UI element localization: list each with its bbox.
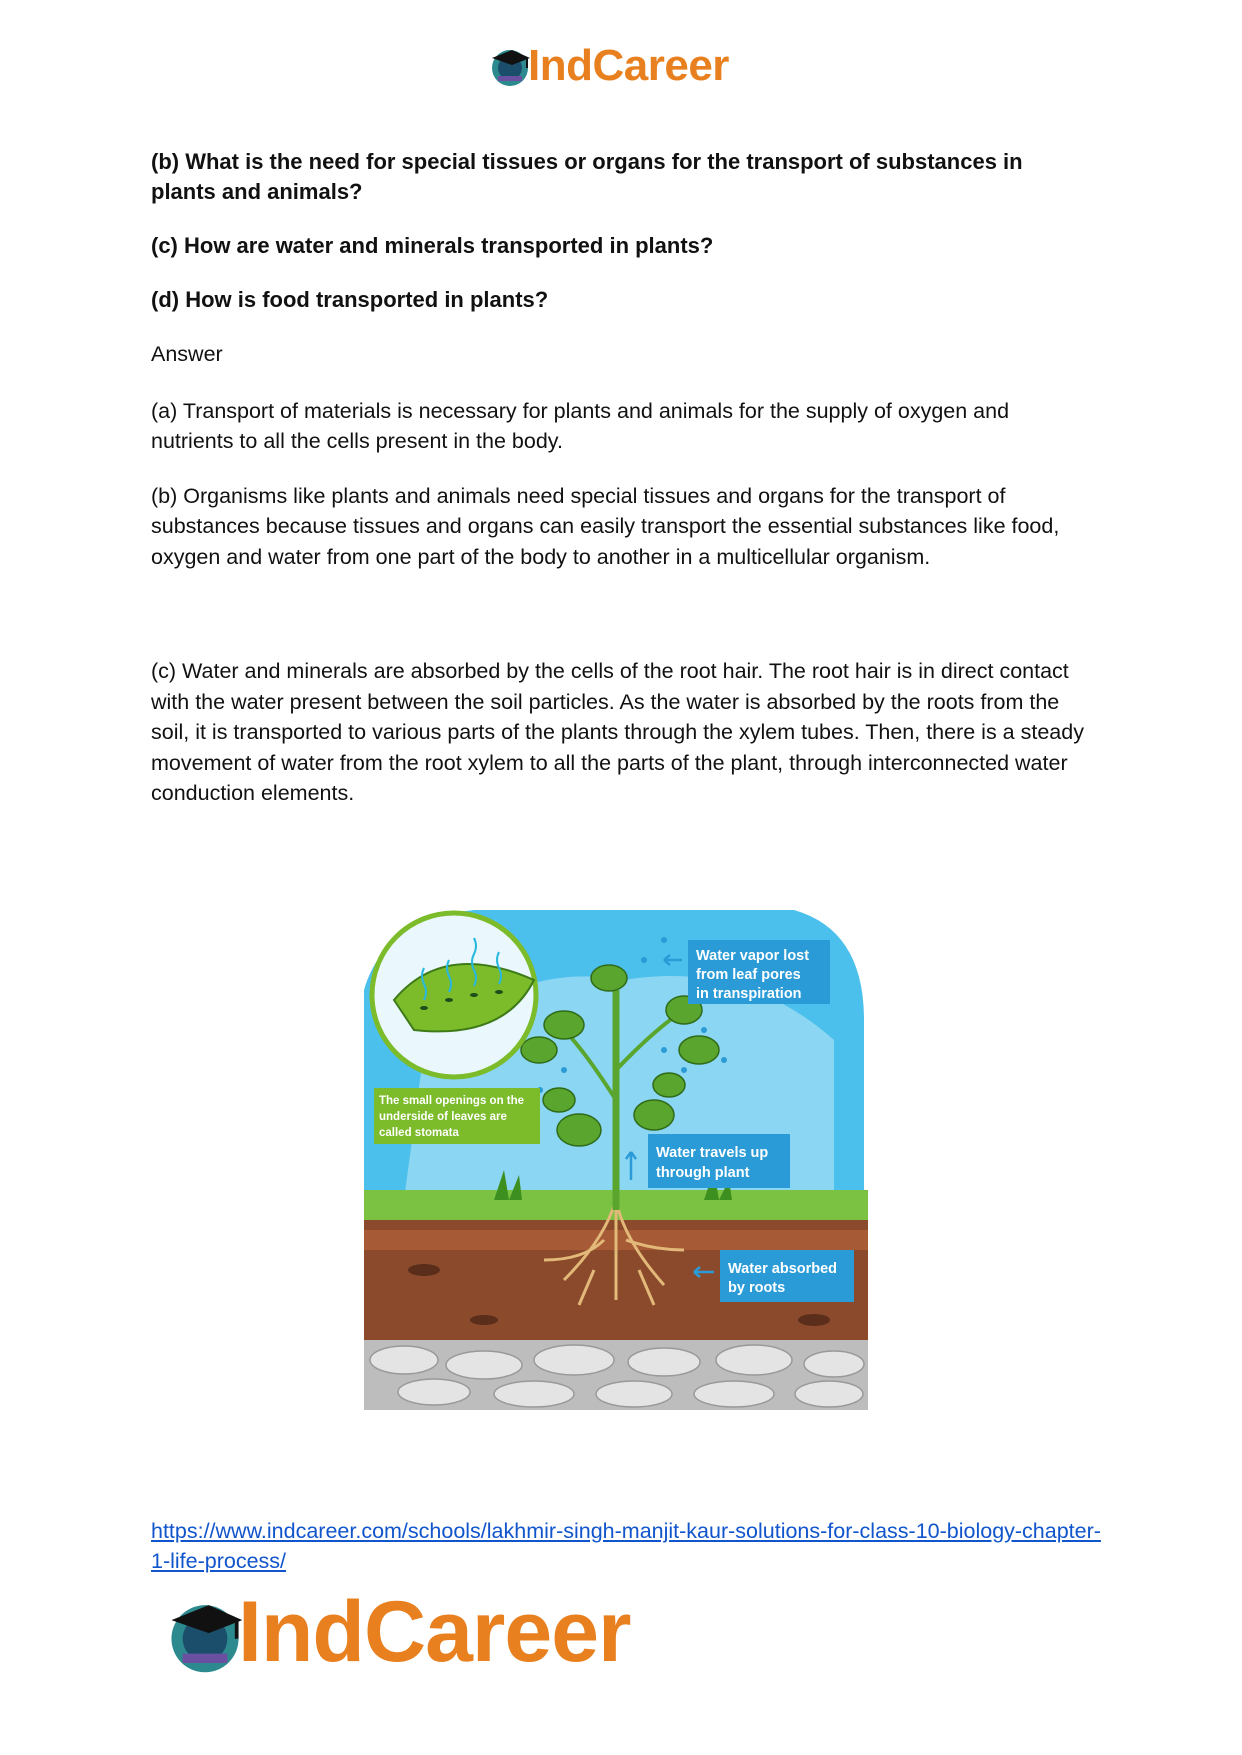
answer-heading: Answer [151, 342, 223, 366]
label-transpiration-line1: Water vapor lost [696, 948, 810, 964]
question-c: (c) How are water and minerals transported in plants? [151, 233, 714, 258]
label-transpiration-line3: in transpiration [696, 986, 802, 1002]
label-stomata-line3: called stomata [379, 1127, 459, 1139]
header-logo [488, 42, 768, 92]
label-water-travels-line1: Water travels up [656, 1145, 769, 1161]
answer-c: (c) Water and minerals are absorbed by the cells of the root hair. The root hair is in direct contact with the water present between the soil particles. As the water is absorbed by the roots from the soil, it is transported to various parts of the plants through the xylem tubes. Then, there is a steady movement of water from the root xylem to all the parts of the plant, through interconnected water conduction elements. [151, 659, 1084, 805]
brand-name: IndCareer [528, 41, 729, 90]
label-water-travels-line2: through plant [656, 1165, 750, 1181]
answer-b: (b) Organisms like plants and animals need special tissues and organs for the transport of substances because tissues and organs can easily transport the essential substances like food, oxygen and water from one part of the body to another in a multicellular organism. [151, 483, 1060, 569]
label-water-travels [626, 1134, 790, 1188]
label-water-absorbed-line2: by roots [728, 1280, 786, 1296]
label-stomata [374, 1088, 540, 1144]
graduation-cap-icon [488, 44, 532, 88]
label-stomata-line1: The small openings on the [379, 1095, 525, 1107]
answer-a: (a) Transport of materials is necessary for plants and animals for the supply of oxygen and nutrients to all the cells present in the body. [151, 398, 1010, 453]
footer-brand-name: IndCareer [238, 1584, 631, 1680]
spacer [151, 596, 1091, 656]
label-stomata-line2: underside of leaves are [379, 1111, 507, 1123]
footer-logo [164, 1584, 724, 1680]
label-water-absorbed-line1: Water absorbed [728, 1261, 838, 1277]
label-transpiration-line2: from leaf pores [696, 967, 801, 983]
question-b: (b) What is the need for special tissues or organs for the transport of substances in plants and animals? [151, 149, 1023, 204]
plant-transport-diagram [364, 900, 868, 1410]
label-transpiration [664, 940, 830, 1004]
question-d: (d) How is food transported in plants? [151, 287, 549, 312]
source-url-link[interactable]: https://www.indcareer.com/schools/lakhmir-singh-manjit-kaur-solutions-for-class-10-biology-chapter-1-life-process/ [151, 1519, 1101, 1573]
document-body [151, 147, 1091, 833]
graduation-cap-icon [164, 1594, 246, 1676]
